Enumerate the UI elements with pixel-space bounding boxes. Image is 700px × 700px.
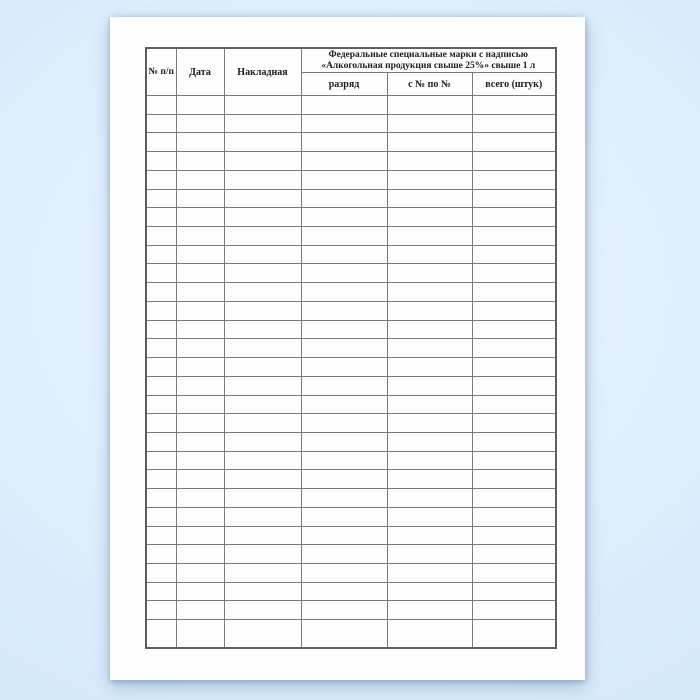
table-cell — [301, 376, 387, 395]
table-cell — [472, 451, 556, 470]
table-cell — [176, 563, 224, 582]
table-cell — [387, 470, 472, 489]
table-cell — [146, 264, 176, 283]
table-cell — [301, 432, 387, 451]
table-row — [146, 189, 556, 208]
table-cell — [224, 320, 301, 339]
table-row — [146, 620, 556, 648]
table-cell — [301, 451, 387, 470]
table-cell — [387, 582, 472, 601]
table-cell — [472, 376, 556, 395]
table-cell — [472, 489, 556, 508]
table-cell — [301, 395, 387, 414]
table-row — [146, 301, 556, 320]
table-cell — [472, 526, 556, 545]
table-cell — [387, 526, 472, 545]
table-row — [146, 451, 556, 470]
table-cell — [176, 170, 224, 189]
table-row — [146, 395, 556, 414]
table-cell — [387, 489, 472, 508]
table-cell — [224, 507, 301, 526]
table-cell — [472, 470, 556, 489]
table-cell — [176, 114, 224, 133]
table-cell — [176, 339, 224, 358]
table-cell — [176, 582, 224, 601]
table-cell — [176, 208, 224, 227]
table-cell — [387, 245, 472, 264]
table-cell — [176, 545, 224, 564]
table-cell — [387, 507, 472, 526]
table-cell — [224, 470, 301, 489]
table-cell — [301, 563, 387, 582]
table-cell — [176, 245, 224, 264]
table-cell — [224, 414, 301, 433]
table-cell — [176, 283, 224, 302]
document-page — [110, 17, 585, 680]
table-cell — [387, 358, 472, 377]
table-row — [146, 283, 556, 302]
table-row — [146, 339, 556, 358]
table-cell — [176, 227, 224, 246]
table-cell — [387, 283, 472, 302]
table-cell — [301, 526, 387, 545]
table-row — [146, 414, 556, 433]
table-cell — [301, 320, 387, 339]
table-cell — [387, 563, 472, 582]
table-cell — [472, 264, 556, 283]
column-group-header-federal-stamps — [301, 48, 556, 73]
table-cell — [224, 133, 301, 152]
table-cell — [224, 152, 301, 171]
table-cell — [176, 507, 224, 526]
table-cell — [146, 414, 176, 433]
table-cell — [472, 114, 556, 133]
table-cell — [176, 133, 224, 152]
table-row — [146, 432, 556, 451]
table-cell — [301, 189, 387, 208]
table-cell — [387, 545, 472, 564]
table-row — [146, 358, 556, 377]
table-cell — [387, 414, 472, 433]
table-cell — [146, 358, 176, 377]
table-cell — [301, 152, 387, 171]
table-cell — [146, 189, 176, 208]
table-cell — [472, 283, 556, 302]
table-cell — [146, 526, 176, 545]
table-cell — [387, 451, 472, 470]
table-cell — [176, 489, 224, 508]
table-row — [146, 152, 556, 171]
table-cell — [176, 96, 224, 115]
table-row — [146, 563, 556, 582]
table-row — [146, 114, 556, 133]
table-cell — [387, 133, 472, 152]
table-cell — [301, 301, 387, 320]
table-cell — [472, 601, 556, 620]
table-cell — [387, 376, 472, 395]
group-header-line1: Федеральные специальные марки с надписью — [328, 50, 529, 60]
table-cell — [301, 339, 387, 358]
table-cell — [176, 301, 224, 320]
table-cell — [301, 358, 387, 377]
table-cell — [146, 395, 176, 414]
table-cell — [224, 339, 301, 358]
table-cell — [224, 582, 301, 601]
table-cell — [146, 133, 176, 152]
table-row — [146, 376, 556, 395]
table-cell — [176, 189, 224, 208]
table-cell — [176, 432, 224, 451]
table-cell — [224, 601, 301, 620]
table-cell — [301, 414, 387, 433]
table-cell — [472, 563, 556, 582]
table-cell — [146, 152, 176, 171]
table-cell — [146, 283, 176, 302]
table-cell — [176, 358, 224, 377]
table-cell — [224, 114, 301, 133]
table-cell — [387, 432, 472, 451]
table-row — [146, 545, 556, 564]
table-cell — [146, 582, 176, 601]
table-cell — [146, 545, 176, 564]
table-row — [146, 245, 556, 264]
table-cell — [146, 432, 176, 451]
table-cell — [387, 152, 472, 171]
table-row — [146, 208, 556, 227]
table-cell — [146, 96, 176, 115]
table-cell — [224, 489, 301, 508]
table-cell — [301, 96, 387, 115]
table-cell — [146, 320, 176, 339]
table-cell — [387, 601, 472, 620]
table-cell — [387, 395, 472, 414]
table-cell — [224, 432, 301, 451]
table-cell — [224, 358, 301, 377]
table-cell — [224, 283, 301, 302]
table-cell — [301, 582, 387, 601]
table-cell — [224, 376, 301, 395]
table-body — [146, 96, 556, 649]
table-cell — [146, 620, 176, 648]
table-cell — [387, 301, 472, 320]
table-cell — [472, 170, 556, 189]
table-cell — [301, 227, 387, 246]
table-cell — [224, 451, 301, 470]
table-cell — [224, 170, 301, 189]
table-cell — [224, 96, 301, 115]
table-row — [146, 133, 556, 152]
table-cell — [176, 470, 224, 489]
stamps-register-form-table — [145, 47, 557, 649]
table-cell — [472, 320, 556, 339]
table-cell — [472, 301, 556, 320]
table-row — [146, 227, 556, 246]
column-header-row-number: № п/п — [146, 48, 176, 96]
table-row — [146, 601, 556, 620]
table-cell — [301, 470, 387, 489]
table-cell — [387, 208, 472, 227]
table-cell — [472, 208, 556, 227]
table-cell — [146, 301, 176, 320]
table-cell — [387, 620, 472, 648]
table-cell — [224, 227, 301, 246]
table-cell — [176, 264, 224, 283]
table-cell — [146, 601, 176, 620]
table-cell — [472, 507, 556, 526]
group-header-line2: «Алкогольная продукция свыше 25%» свыше 1 л — [321, 60, 536, 71]
table-cell — [387, 114, 472, 133]
table-cell — [301, 245, 387, 264]
table-cell — [176, 526, 224, 545]
table-cell — [387, 189, 472, 208]
table-cell — [472, 227, 556, 246]
table-cell — [176, 601, 224, 620]
table-row — [146, 489, 556, 508]
table-cell — [301, 264, 387, 283]
table-cell — [176, 620, 224, 648]
table-cell — [301, 545, 387, 564]
table-cell — [224, 545, 301, 564]
table-row — [146, 170, 556, 189]
table-cell — [387, 339, 472, 358]
table-cell — [224, 245, 301, 264]
table-cell — [301, 170, 387, 189]
table-cell — [146, 245, 176, 264]
column-header-razryad: разряд — [301, 73, 387, 96]
table-cell — [472, 395, 556, 414]
table-cell — [472, 414, 556, 433]
table-cell — [176, 152, 224, 171]
table-row — [146, 264, 556, 283]
table-cell — [176, 320, 224, 339]
table-cell — [176, 376, 224, 395]
table-cell — [472, 582, 556, 601]
table-cell — [146, 376, 176, 395]
column-header-invoice: Накладная — [224, 48, 301, 96]
table-cell — [176, 395, 224, 414]
table-cell — [224, 208, 301, 227]
table-cell — [176, 451, 224, 470]
table-cell — [472, 133, 556, 152]
table-row — [146, 507, 556, 526]
table-cell — [224, 395, 301, 414]
table-row — [146, 582, 556, 601]
table-cell — [301, 489, 387, 508]
table-cell — [301, 601, 387, 620]
table-cell — [387, 227, 472, 246]
table-cell — [472, 339, 556, 358]
table-cell — [224, 526, 301, 545]
table-header — [146, 48, 556, 96]
table-cell — [472, 545, 556, 564]
table-cell — [472, 620, 556, 648]
table-cell — [301, 507, 387, 526]
table-cell — [146, 339, 176, 358]
table-cell — [146, 470, 176, 489]
table-cell — [301, 620, 387, 648]
table-cell — [146, 489, 176, 508]
table-cell — [472, 245, 556, 264]
column-header-date: Дата — [176, 48, 224, 96]
table-row — [146, 470, 556, 489]
table-row — [146, 96, 556, 115]
table-row — [146, 320, 556, 339]
table-row — [146, 526, 556, 545]
table-cell — [146, 208, 176, 227]
table-cell — [387, 264, 472, 283]
table-cell — [387, 170, 472, 189]
table-cell — [387, 320, 472, 339]
table-cell — [301, 208, 387, 227]
table-cell — [176, 414, 224, 433]
table-cell — [224, 620, 301, 648]
column-header-total-pieces: всего (штук) — [472, 73, 556, 96]
table-cell — [472, 358, 556, 377]
table-cell — [387, 96, 472, 115]
table-cell — [224, 563, 301, 582]
table-cell — [146, 563, 176, 582]
table-cell — [472, 189, 556, 208]
table-cell — [224, 189, 301, 208]
table-cell — [146, 227, 176, 246]
table-cell — [224, 301, 301, 320]
table-cell — [146, 170, 176, 189]
table-cell — [146, 451, 176, 470]
table-cell — [146, 114, 176, 133]
table-cell — [301, 114, 387, 133]
table-cell — [472, 96, 556, 115]
column-header-number-range: с № по № — [387, 73, 472, 96]
table-cell — [472, 432, 556, 451]
table-cell — [146, 507, 176, 526]
table-cell — [301, 133, 387, 152]
table-cell — [472, 152, 556, 171]
table-cell — [224, 264, 301, 283]
table-cell — [301, 283, 387, 302]
